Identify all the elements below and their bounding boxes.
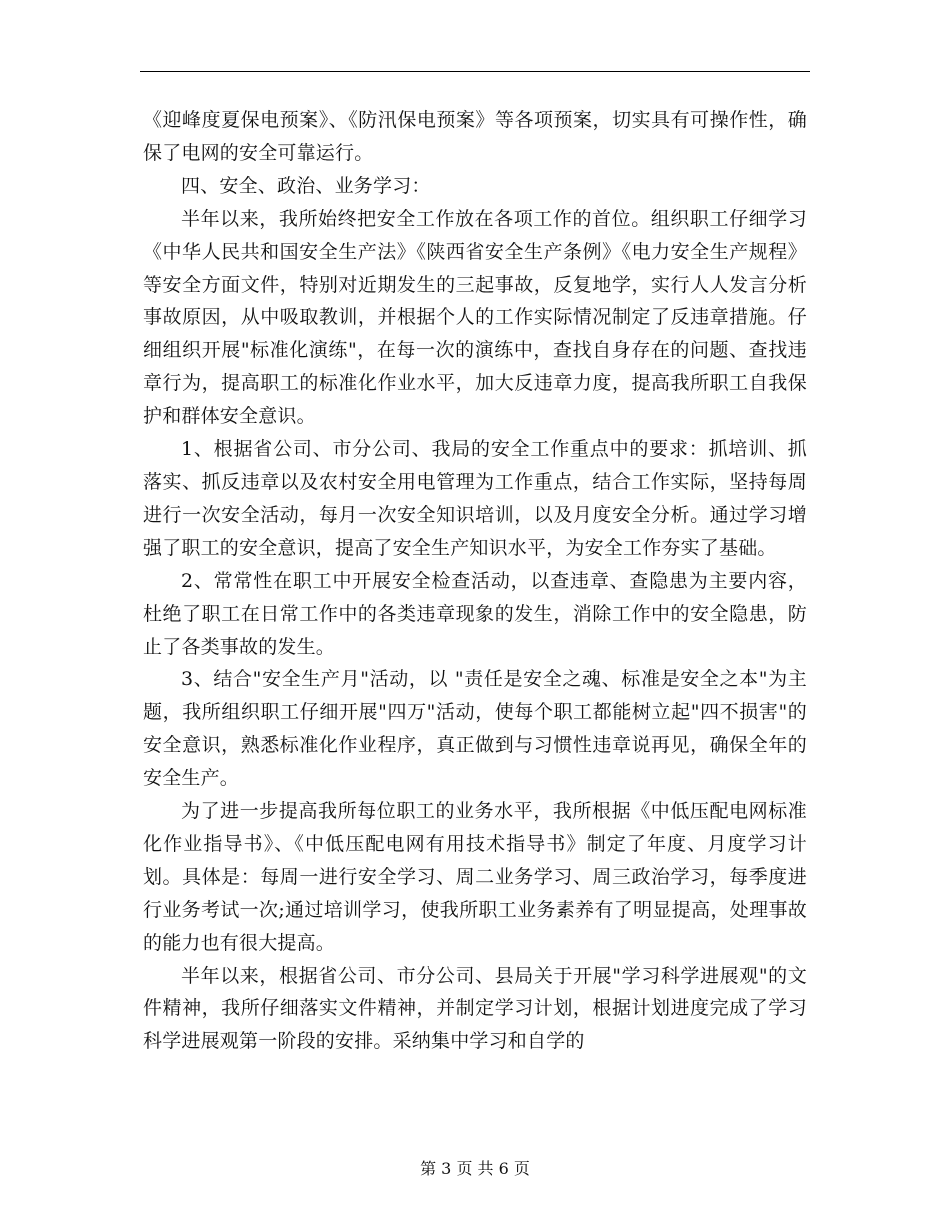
paragraph: 半年以来，我所始终把安全工作放在各项工作的首位。组织职工仔细学习《中华人民共和国安全生产法》《陕西省安全生产条例》《电力安全生产规程》等安全方面文件，特别对近期发生的三起事故，反复地学，实行人人发言分析事故原因，从中吸取教训，并根据个人的工作实际情况制定了反违章措施。仔细组织开展"标准化演练"，在每一次的演练中，查找自身存在的问题、查找违章行为，提高职工的标准化作业水平，加大反违章力度，提高我所职工自我保护和群体安全意识。 bbox=[143, 207, 807, 428]
page-footer: 第 3 页 共 6 页 bbox=[420, 1159, 530, 1178]
list-item: 3、结合"安全生产月"活动，以 "责任是安全之魂、标准是安全之本"为主题，我所组织职工仔细开展"四万"活动，使每个职工都能树立起"四不损害"的安全意识，熟悉标准化作业程序，真正做到与习惯性违章说再见，确保全年的安全生产。 bbox=[143, 668, 807, 790]
list-item: 2、常常性在职工中开展安全检查活动，以查违章、查隐患为主要内容，杜绝了职工在日常工作中的各类违章现象的发生，消除工作中的安全隐患，防止了各类事故的发生。 bbox=[143, 569, 807, 658]
paragraph: 《迎峰度夏保电预案》、《防汛保电预案》等各项预案，切实具有可操作性，确保了电网的安全可靠运行。 bbox=[143, 109, 807, 164]
body-text bbox=[143, 104, 807, 1058]
list-item: 1、根据省公司、市分公司、我局的安全工作重点中的要求：抓培训、抓落实、抓反违章以及农村安全用电管理为工作重点，结合工作实际，坚持每周进行一次安全活动，每月一次安全知识培训，以及月度安全分析。通过学习增强了职工的安全意识，提高了安全生产知识水平，为安全工作夯实了基础。 bbox=[143, 438, 807, 559]
paragraph: 半年以来，根据省公司、市分公司、县局关于开展"学习科学进展观"的文件精神，我所仔细落实文件精神，并制定学习计划，根据计划进度完成了学习科学进展观第一阶段的安排。采纳集中学习和自学的 bbox=[143, 964, 807, 1053]
paragraph: 为了进一步提高我所每位职工的业务水平，我所根据《中低压配电网标准化作业指导书》、《中低压配电网有用技术指导书》制定了年度、月度学习计划。具体是：每周一进行安全学习、周二业务学习、周三政治学习，每季度进行业务考试一次;通过培训学习，使我所职工业务素养有了明显提高，处理事故的能力也有很大提高。 bbox=[143, 800, 807, 954]
header-rule bbox=[140, 71, 810, 72]
section-heading: 四、安全、政治、业务学习： bbox=[181, 174, 431, 197]
